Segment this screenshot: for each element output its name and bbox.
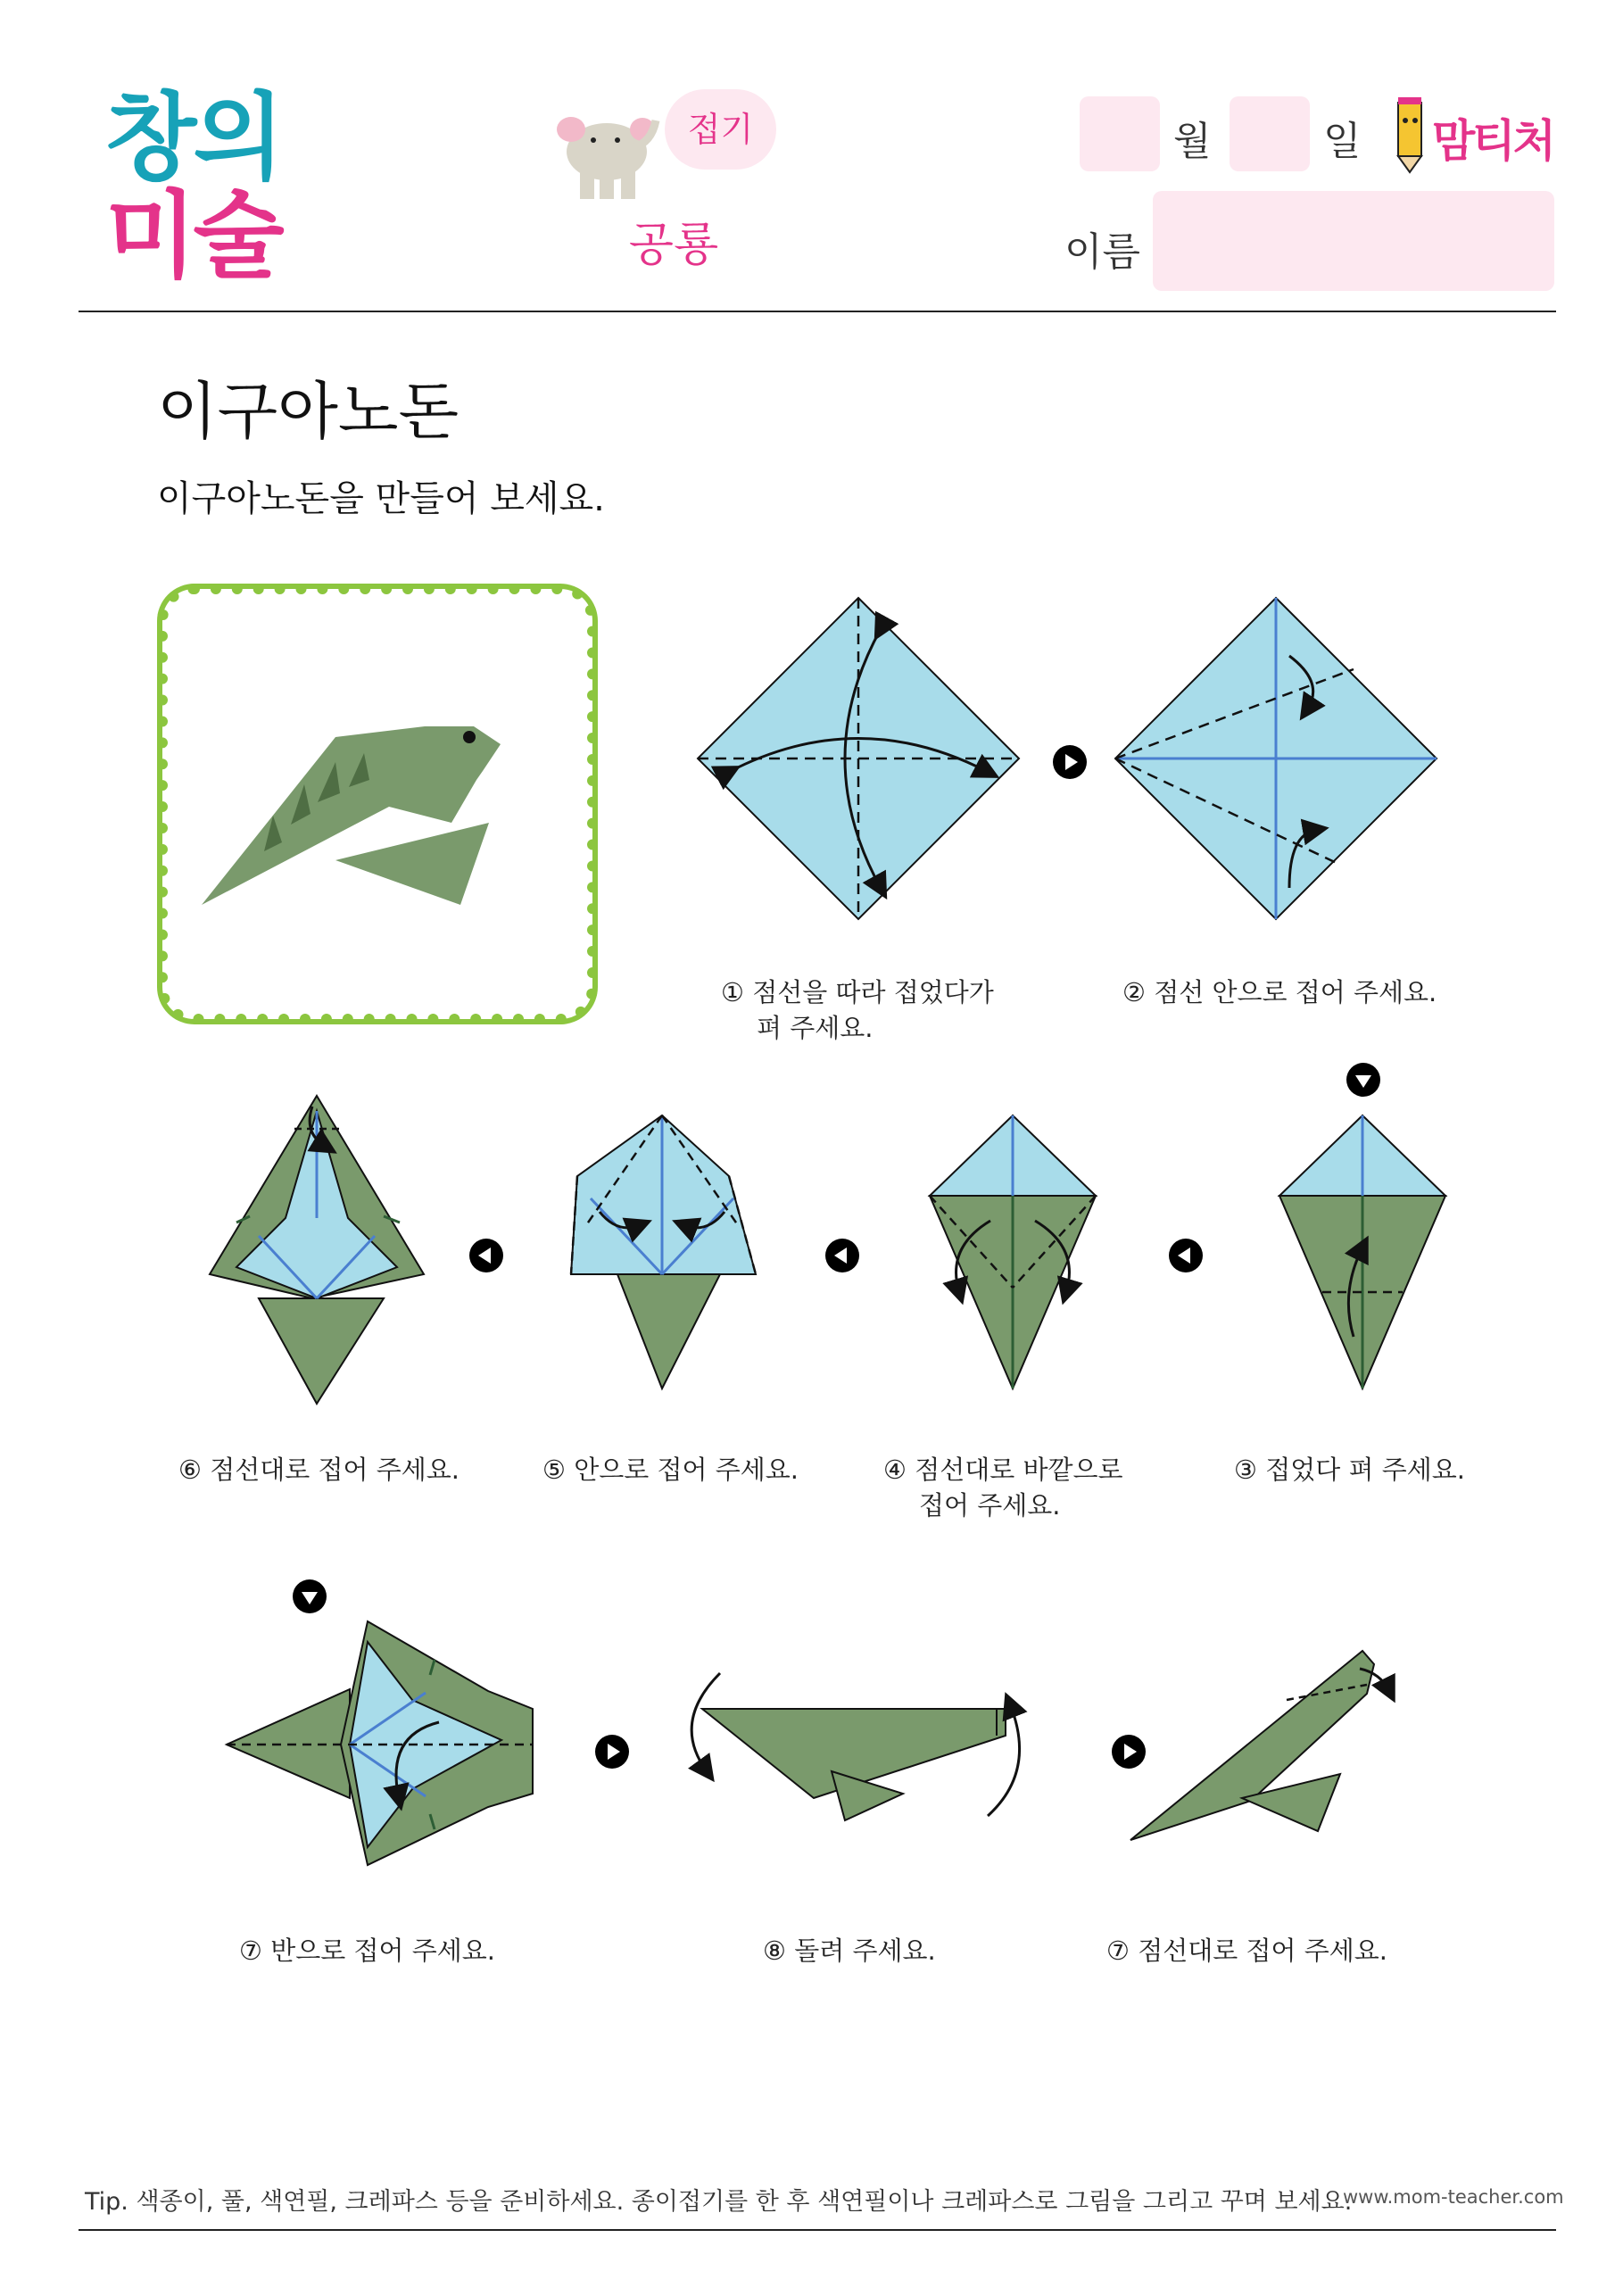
step-6-caption-line1: ⑥ 점선대로 접어 주세요.: [178, 1455, 460, 1485]
page-title: 이구아노돈: [157, 375, 460, 448]
step-1-caption: [721, 974, 994, 1046]
logo-line-2: 미술: [105, 181, 281, 291]
step-1-caption-line2: 펴 주세요.: [757, 1013, 874, 1043]
category-bubble: [665, 89, 776, 170]
step-9-caption-line1: ⑦ 점선대로 접어 주세요.: [1106, 1935, 1387, 1966]
step-5-diagram: [564, 1114, 760, 1390]
step-8-caption: [763, 1933, 936, 1969]
arrow-down-icon: [1346, 1063, 1380, 1097]
step-5-caption-line1: ⑤ 안으로 접어 주세요.: [542, 1455, 799, 1485]
month-label: 월: [1173, 119, 1212, 164]
arrow-right-icon: [1053, 745, 1087, 779]
step-3-caption: [1234, 1452, 1465, 1488]
pencil-mascot-icon: [1387, 94, 1432, 174]
step-4-caption: [883, 1452, 1123, 1523]
step-7-caption-line1: ⑦ 반으로 접어 주세요.: [239, 1935, 495, 1966]
step-3-diagram: [1278, 1114, 1447, 1390]
arrow-left-icon: [1169, 1239, 1203, 1272]
finished-dinosaur: [157, 584, 598, 1024]
step-1-diagram: [693, 593, 1023, 924]
category-label: 접기: [687, 110, 754, 149]
logo: [105, 83, 284, 294]
step-6-caption: [178, 1452, 460, 1488]
step-4-diagram: [928, 1114, 1097, 1390]
step-3-caption-line1: ③ 접었다 펴 주세요.: [1234, 1455, 1465, 1485]
step-2-caption-line1: ② 점선 안으로 접어 주세요.: [1122, 977, 1437, 1007]
name-field[interactable]: [1153, 191, 1554, 291]
step-5-caption: [542, 1452, 799, 1488]
step-7-caption: [239, 1933, 495, 1969]
footer-tip: Tip. 색종이, 풀, 색연필, 크레파스 등을 준비하세요. 종이접기를 한 후 색연필이나 크레파스로 그림을 그리고 꾸며 보세요.: [85, 2188, 1353, 2216]
footer-rule: [79, 2229, 1556, 2231]
step-9-caption: [1106, 1933, 1387, 1969]
footer-url[interactable]: www.mom-teacher.com: [1343, 2186, 1564, 2208]
step-2-diagram: [1111, 593, 1441, 924]
header-rule: [79, 311, 1556, 312]
page-subtitle: 이구아노돈을 만들어 보세요.: [157, 478, 605, 519]
step-8-caption-line1: ⑧ 돌려 주세요.: [763, 1935, 936, 1966]
day-box[interactable]: [1230, 96, 1310, 171]
step-1-caption-line1: ① 점선을 따라 접었다가: [721, 977, 994, 1007]
month-box[interactable]: [1080, 96, 1160, 171]
subject-label: 공룡: [628, 219, 719, 272]
arrow-right-icon: [595, 1735, 629, 1769]
step-4-caption-line2: 접어 주세요.: [919, 1490, 1061, 1521]
elephant-icon: [544, 103, 660, 201]
day-label: 일: [1323, 119, 1362, 164]
step-6-diagram: [205, 1093, 428, 1405]
brand-logo: 맘티처: [1432, 115, 1553, 167]
name-label: 이름: [1064, 229, 1141, 275]
arrow-down-icon: [293, 1579, 327, 1613]
logo-line-1: 창의: [105, 83, 281, 193]
step-9-diagram: [1126, 1642, 1403, 1847]
arrow-left-icon: [825, 1239, 859, 1272]
step-7-diagram: [225, 1620, 537, 1869]
arrow-left-icon: [469, 1239, 503, 1272]
step-4-caption-line1: ④ 점선대로 바깥으로: [883, 1455, 1123, 1485]
step-2-caption: [1122, 974, 1437, 1010]
step-8-diagram: [680, 1655, 1028, 1834]
